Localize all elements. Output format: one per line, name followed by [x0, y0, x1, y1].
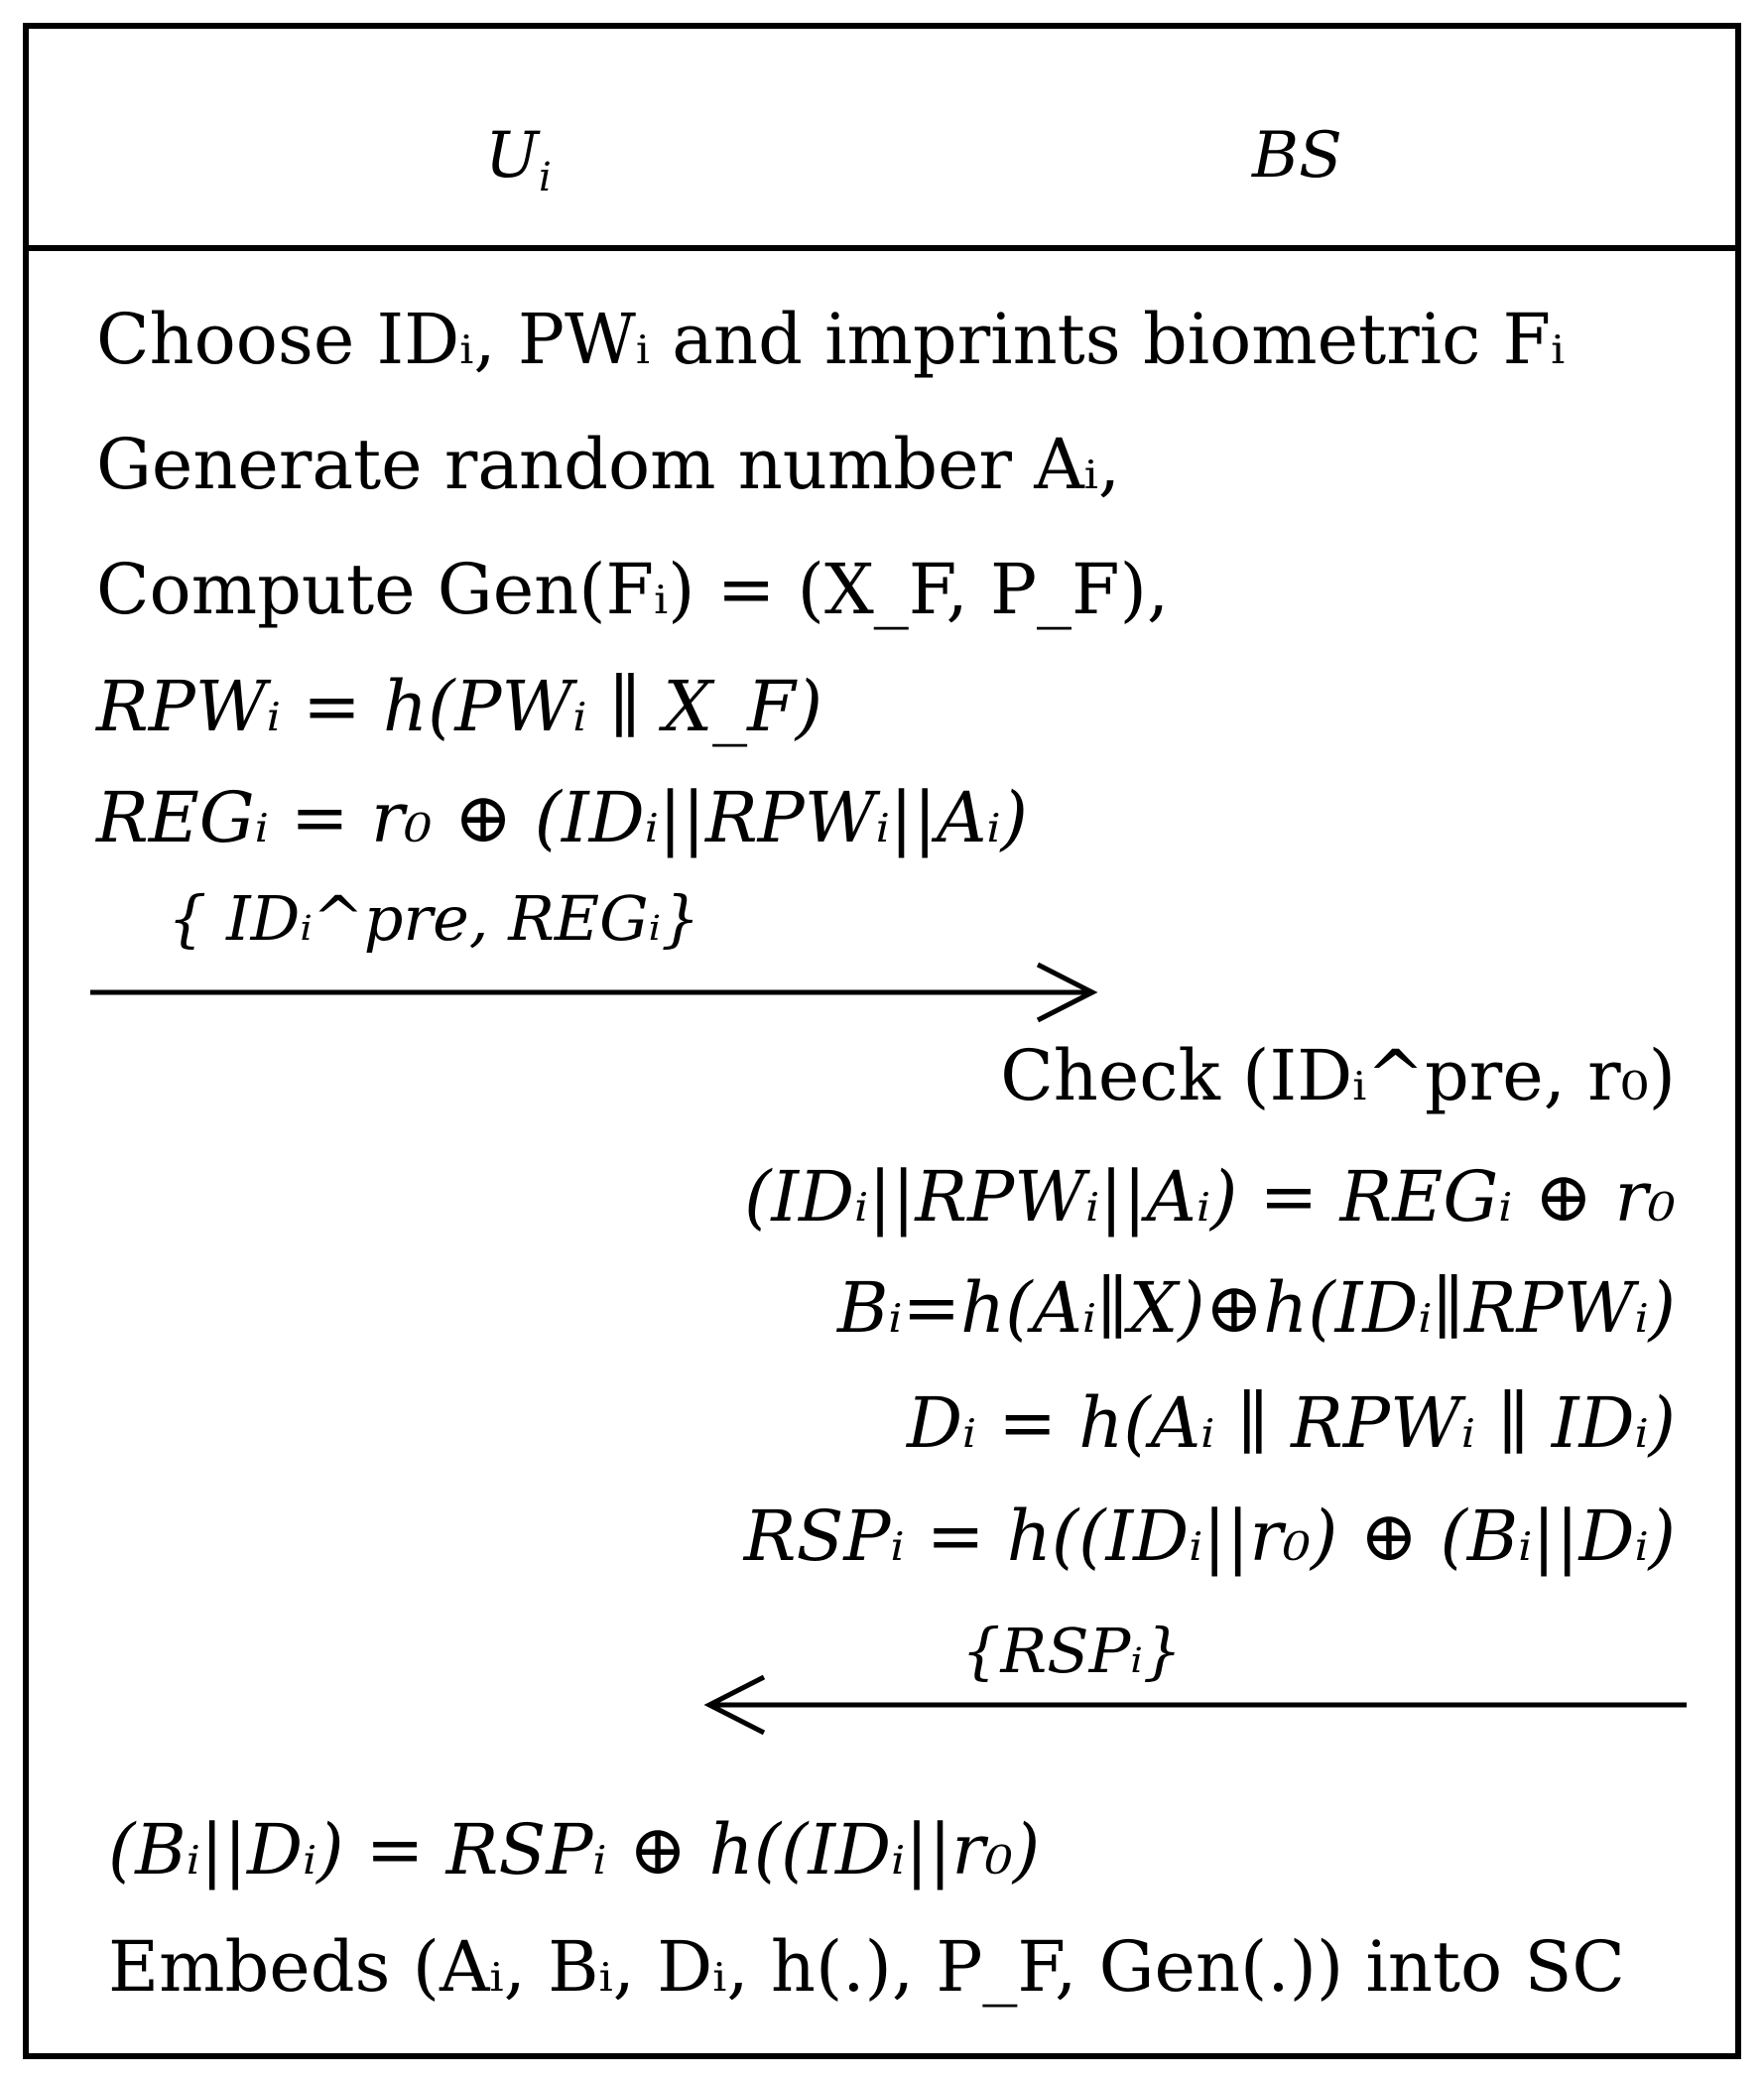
- user-step-generate: Generate random number Aᵢ,: [96, 424, 1121, 505]
- user-step-reg: REGᵢ = r₀ ⊕ (IDᵢ||RPWᵢ||Aᵢ): [96, 777, 1028, 858]
- user-step-extract: (Bᵢ||Dᵢ) = RSPᵢ ⊕ h((IDᵢ||r₀): [108, 1809, 1041, 1890]
- protocol-diagram-frame: [23, 23, 1741, 2059]
- user-step-rpw: RPWᵢ = h(PWᵢ ∥ X_F): [96, 666, 823, 747]
- arrow-bs-to-user: [699, 1680, 1692, 1730]
- base-station-party-label: BS: [1252, 119, 1342, 193]
- user-step-compute: Compute Gen(Fᵢ) = (X_F, P_F),: [96, 549, 1170, 630]
- arrow-user-to-bs: [90, 968, 1102, 1017]
- user-party-label: $U_i$: [485, 119, 552, 200]
- bs-step-recover: (IDᵢ||RPWᵢ||Aᵢ) = REGᵢ ⊕ r₀: [744, 1156, 1676, 1237]
- user-step-choose: Choose IDᵢ, PWᵢ and imprints biometric Fᵢ: [96, 299, 1566, 380]
- bs-step-compute-d: Dᵢ = h(Aᵢ ∥ RPWᵢ ∥ IDᵢ): [906, 1382, 1676, 1464]
- bs-step-compute-b: Bᵢ=h(Aᵢ∥X)⊕h(IDᵢ∥RPWᵢ): [836, 1267, 1676, 1349]
- bs-step-check: Check (IDᵢ^pre, r₀): [1000, 1035, 1676, 1116]
- message-to-bs-label: { IDᵢ^pre, REGᵢ}: [168, 882, 700, 955]
- header-row: [29, 29, 1735, 251]
- message-to-user-label: {RSPᵢ}: [961, 1615, 1183, 1687]
- user-step-embed: Embeds (Aᵢ, Bᵢ, Dᵢ, h(.), P_F, Gen(.)) into SC: [108, 1926, 1625, 2008]
- bs-step-compute-rsp: RSPᵢ = h((IDᵢ||r₀) ⊕ (Bᵢ||Dᵢ): [743, 1496, 1676, 1577]
